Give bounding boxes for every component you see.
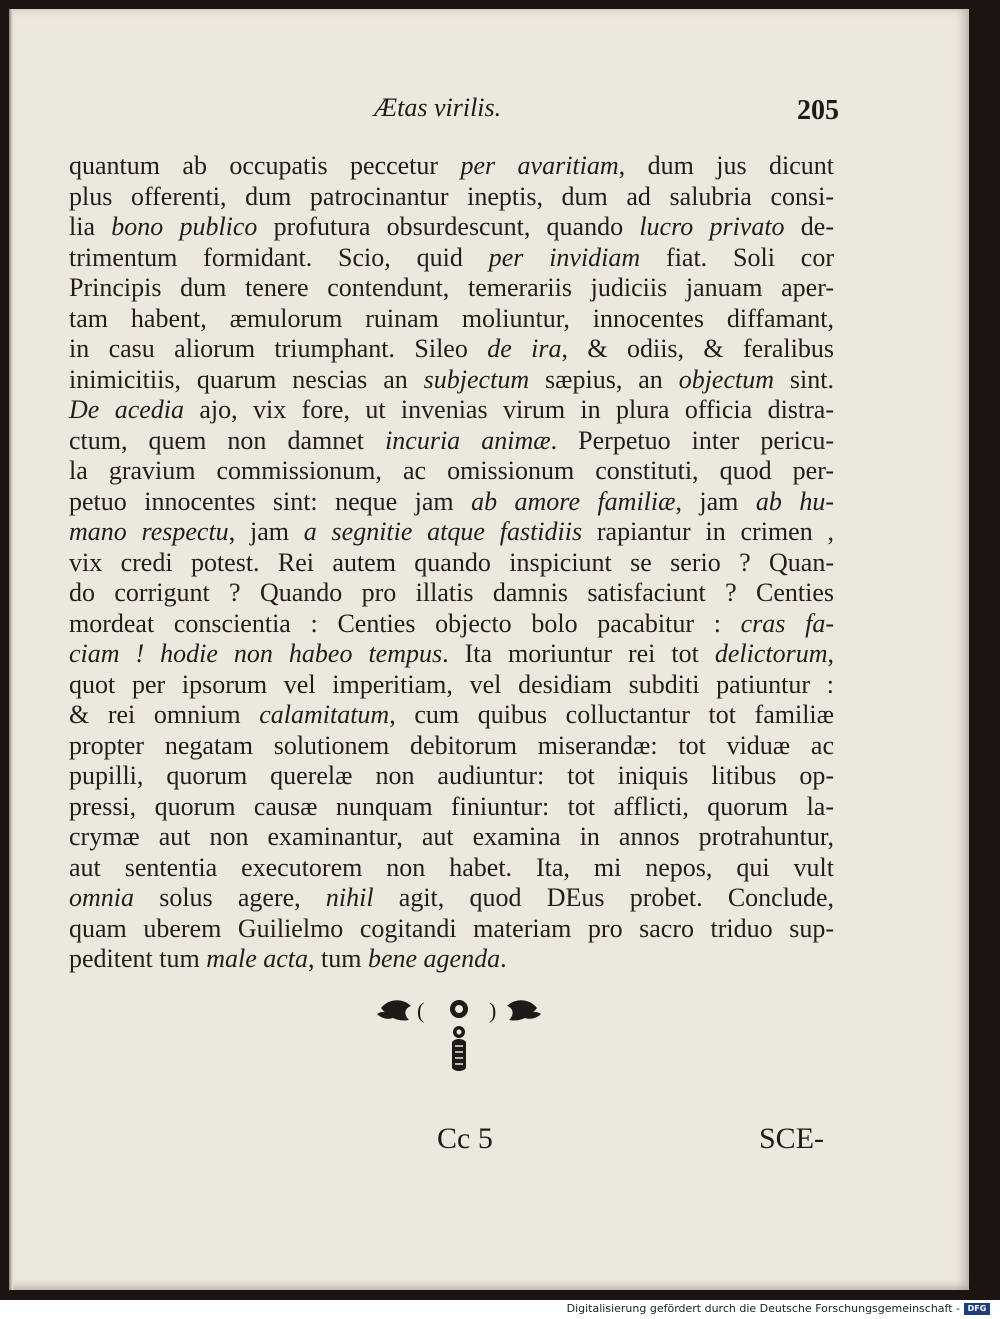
line-content	[69, 944, 834, 975]
text-segment: pressi, quorum causæ nunquam finiuntur: tot afflicti, quorum la-	[69, 791, 834, 821]
line-content	[69, 487, 834, 518]
text-line	[69, 670, 834, 701]
text-segment: . Perpetuo inter pericu-	[550, 425, 835, 455]
text-segment: mordeat conscientia : Centies objecto bolo pacabitur :	[69, 608, 741, 638]
text-segment: ,	[827, 639, 834, 668]
line-content	[69, 365, 834, 396]
text-segment: la gravium commissionum, ac omissionum constituti, quod per-	[69, 456, 834, 485]
italic-phrase: calamitatum	[259, 700, 390, 729]
text-segment: tam habent, æmulorum ruinam moliuntur, innocentes diffamant,	[69, 303, 834, 333]
text-segment: aut sententia executorem non habet. Ita, mi nepos, qui vult	[69, 852, 834, 882]
italic-phrase: subjectum	[423, 364, 530, 394]
text-segment: & rei omnium	[69, 700, 260, 729]
line-content	[69, 243, 834, 274]
text-line	[69, 883, 834, 914]
text-segment: de-	[784, 212, 834, 241]
text-segment: ctum, quem non damnet	[69, 425, 386, 455]
text-segment: quantum ab occupatis peccetur	[69, 151, 461, 180]
text-segment: , & odiis, & feralibus	[561, 334, 834, 363]
text-segment: , cum quibus colluctantur tot familiæ	[389, 700, 834, 729]
line-content	[69, 548, 834, 579]
line-content	[69, 273, 834, 304]
text-segment: in casu aliorum triumphant. Sileo	[69, 334, 488, 363]
italic-phrase: mano respectu	[69, 517, 229, 546]
line-content	[69, 578, 834, 609]
text-segment: petuo innocentes sint: neque jam	[69, 486, 472, 516]
italic-phrase: de ira	[487, 334, 562, 363]
line-content	[69, 395, 834, 426]
text-segment: quam uberem Guilielmo cogitandi materiam pro sacro triduo sup-	[69, 913, 834, 943]
text-line	[69, 578, 834, 609]
page-number: 205	[797, 95, 839, 126]
line-content	[69, 883, 834, 914]
text-line	[69, 792, 834, 823]
body-text	[69, 151, 834, 975]
text-line	[69, 731, 834, 762]
line-content	[69, 609, 834, 640]
line-content	[69, 761, 834, 792]
text-segment: plus offerenti, dum patrocinantur ineptis, dum ad salubria consi-	[69, 181, 834, 211]
dfg-logo-icon: DFG	[964, 1303, 990, 1315]
italic-phrase: nihil	[325, 883, 374, 912]
line-content	[69, 700, 834, 731]
text-line	[69, 517, 834, 548]
italic-phrase: bene agenda	[367, 944, 501, 973]
text-segment: peditent tum	[69, 944, 207, 973]
text-segment: , tum	[308, 944, 368, 973]
text-line	[69, 853, 834, 884]
italic-phrase: objectum	[678, 364, 775, 394]
text-segment: crymæ aut non examinantur, aut examina in annos protrahuntur,	[69, 822, 834, 851]
line-content	[69, 151, 834, 182]
text-segment: solus agere,	[134, 883, 326, 912]
credit-text: Digitalisierung gefördert durch die Deutsche Forschungsgemeinschaft -	[566, 1302, 960, 1315]
svg-text:): )	[489, 998, 497, 1023]
italic-phrase: per invidiam	[488, 242, 641, 272]
italic-phrase: delictorum	[714, 639, 828, 668]
line-content	[69, 639, 834, 670]
italic-phrase: cras fa-	[740, 608, 834, 638]
text-line	[69, 334, 834, 365]
line-content	[69, 792, 834, 823]
italic-phrase: ciam ! hodie non habeo tempus	[69, 639, 443, 668]
page-header	[9, 93, 969, 133]
italic-phrase: bono publico	[111, 212, 258, 241]
text-segment: . Ita moriuntur rei tot	[442, 639, 715, 668]
italic-phrase: per avaritiam	[460, 151, 619, 180]
italic-phrase: De acedia	[69, 395, 184, 424]
text-segment: quot per ipsorum vel imperitiam, vel desidiam subditi patiuntur :	[69, 669, 834, 699]
text-segment: trimentum formidant. Scio, quid	[69, 242, 489, 272]
text-line	[69, 761, 834, 792]
page-edge-shadow	[9, 9, 13, 1290]
text-segment: pupilli, quorum querelæ non audiuntur: tot iniquis litibus op-	[69, 761, 834, 790]
text-line	[69, 914, 834, 945]
text-line	[69, 426, 834, 457]
line-content	[69, 334, 834, 365]
line-content	[69, 822, 834, 853]
credit-bar	[0, 1300, 1000, 1319]
text-line	[69, 182, 834, 213]
line-content	[69, 731, 834, 762]
text-line	[69, 456, 834, 487]
text-line	[69, 212, 834, 243]
line-content	[69, 426, 834, 457]
text-line	[69, 822, 834, 853]
text-segment: lia	[69, 212, 112, 241]
text-segment: sint.	[774, 364, 834, 394]
text-segment: profutura obsurdescunt, quando	[257, 212, 640, 241]
text-segment: fiat. Soli cor	[640, 242, 834, 272]
text-segment: inimicitiis, quarum nescias an	[69, 364, 424, 394]
text-line	[69, 365, 834, 396]
signature-mark: Cc 5	[437, 1122, 493, 1155]
bleed-through	[69, 1091, 79, 1138]
text-line	[69, 487, 834, 518]
text-line	[69, 548, 834, 579]
italic-phrase: ab hu-	[755, 486, 834, 516]
line-content	[69, 517, 834, 548]
line-content	[69, 182, 834, 213]
italic-phrase: ab amore familiæ	[471, 486, 676, 516]
text-segment: rapiantur in crimen ,	[582, 517, 834, 546]
line-content	[69, 212, 834, 243]
catchword: SCE-	[759, 1122, 825, 1155]
text-segment: vix credi potest. Rei autem quando inspiciunt se serio ? Quan-	[69, 547, 834, 577]
text-line	[69, 243, 834, 274]
text-line	[69, 304, 834, 335]
line-content	[69, 456, 834, 487]
text-segment: agit, quod DEus probet. Conclude,	[373, 883, 834, 912]
text-line	[69, 944, 834, 975]
italic-phrase: lucro privato	[639, 212, 785, 241]
line-content	[69, 670, 834, 701]
text-line	[69, 609, 834, 640]
line-content	[69, 914, 834, 945]
printer-ornament-icon	[369, 994, 549, 1074]
italic-phrase: male acta	[206, 944, 309, 973]
italic-phrase: a segnitie atque fastidiis	[303, 517, 583, 546]
line-content	[69, 853, 834, 884]
text-segment: .	[500, 944, 507, 973]
text-line	[69, 395, 834, 426]
text-line	[69, 273, 834, 304]
text-segment: , jam	[228, 517, 304, 546]
text-line	[69, 151, 834, 182]
text-segment: do corrigunt ? Quando pro illatis damnis satisfaciunt ? Centies	[69, 578, 834, 607]
text-line	[69, 639, 834, 670]
text-segment: sæpius, an	[529, 364, 679, 394]
text-segment: , dum jus dicunt	[618, 151, 835, 180]
svg-text:(: (	[417, 998, 425, 1023]
italic-phrase: omnia	[69, 883, 134, 912]
text-line	[69, 700, 834, 731]
italic-phrase: incuria animæ	[385, 425, 551, 455]
running-title: Ætas virilis.	[374, 93, 502, 122]
text-segment: ajo, vix fore, ut invenias virum in plura officia distra-	[184, 395, 834, 424]
line-content	[69, 304, 834, 335]
book-page	[9, 9, 969, 1290]
text-segment: , jam	[675, 486, 756, 516]
text-segment: Principis dum tenere contendunt, temerariis judiciis januam aper-	[69, 273, 834, 302]
text-segment: propter negatam solutionem debitorum miserandæ: tot viduæ ac	[69, 730, 834, 760]
